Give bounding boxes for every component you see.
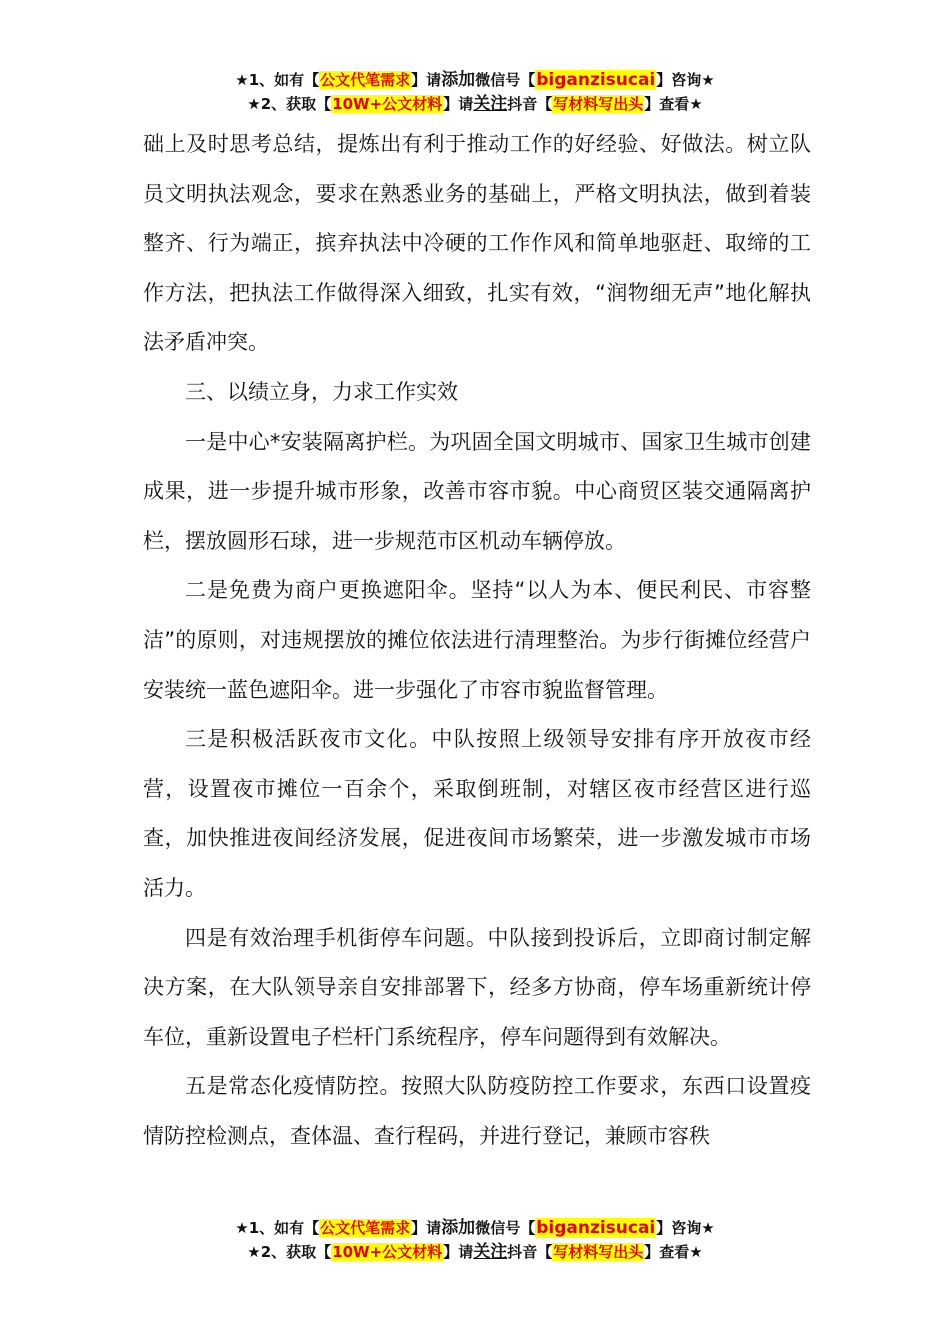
banner-text: 】请 [443, 95, 474, 113]
banner-text: ★2、获取【 [247, 95, 332, 113]
banner-text: 微信号【 [475, 1219, 536, 1237]
footer-banner [0, 1216, 950, 1264]
banner-emphasis: 添加 [441, 1218, 476, 1238]
highlight-wechat-id: biganzisucai [536, 70, 656, 90]
paragraph-item-5: 五是常态化疫情防控。按照大队防疫防控工作要求，东西口设置疫情防控检测点，查体温、查行程码，并进行登记，兼顾市容秩 [143, 1074, 811, 1148]
banner-line-1 [0, 68, 950, 92]
document-body [143, 120, 811, 1161]
highlight-materials: 10W+公文材料 [332, 95, 443, 113]
banner-text: 】查看★ [644, 95, 703, 113]
banner-text: 】咨询★ [656, 1219, 715, 1237]
paragraph-item-1: 一是中心*安装隔离护栏。为巩固全国文明城市、国家卫生城市创建成果，进一步提升城市形象，改善市容市貌。中心商贸区装交通隔离护栏，摆放圆形石球，进一步规范市区机动车辆停放。 [143, 429, 811, 553]
banner-text: 】请 [443, 1243, 474, 1261]
highlight-douyin: 写材料写出头 [553, 95, 644, 113]
banner-text: 抖音【 [507, 95, 553, 113]
banner-emphasis: 关注 [473, 1242, 508, 1262]
highlight-wechat-id: biganzisucai [536, 1218, 656, 1238]
banner-emphasis: 添加 [441, 70, 476, 90]
banner-emphasis: 关注 [473, 94, 508, 114]
banner-line-1 [0, 1216, 950, 1240]
banner-line-2 [0, 1240, 950, 1264]
section-heading: 三、以绩立身，力求工作实效 [185, 379, 458, 404]
paragraph-item-3: 三是积极活跃夜市文化。中队按照上级领导安排有序开放夜市经营，设置夜市摊位一百余个，采取倒班制，对辖区夜市经营区进行巡查，加快推进夜间经济发展，促进夜间市场繁荣，进一步激发城市市场活力。 [143, 727, 811, 900]
banner-text: ★2、获取【 [247, 1243, 332, 1261]
paragraph-item-2: 二是免费为商户更换遮阳伞。坚持“以人为本、便民利民、市容整洁”的原则，对违规摆放的摊位依法进行清理整治。为步行街摊位经营户安装统一蓝色遮阳伞。进一步强化了市容市貌监督管理。 [143, 578, 811, 702]
banner-text: 微信号【 [475, 71, 536, 89]
banner-text: ★1、如有【 [235, 71, 320, 89]
highlight-douyin: 写材料写出头 [553, 1243, 644, 1261]
banner-text: 】查看★ [644, 1243, 703, 1261]
header-banner [0, 68, 950, 116]
banner-line-2 [0, 92, 950, 116]
paragraph-item-4: 四是有效治理手机街停车问题。中队接到投诉后，立即商讨制定解决方案，在大队领导亲自安排部署下，经多方协商，停车场重新统计停车位，重新设置电子栏杆门系统程序，停车问题得到有效解决。 [143, 925, 811, 1049]
highlight-service: 公文代笔需求 [320, 1219, 411, 1237]
paragraph-continuation: 础上及时思考总结，提炼出有利于推动工作的好经验、好做法。树立队员文明执法观念，要求在熟悉业务的基础上，严格文明执法，做到着装整齐、行为端正，摈弃执法中冷硬的工作作风和简单地驱赶、取缔的工作方法，把执法工作做得深入细致，扎实有效，“润物细无声”地化解执法矛盾冲突。 [143, 132, 811, 355]
banner-text: 】请 [411, 1219, 442, 1237]
highlight-materials: 10W+公文材料 [332, 1243, 443, 1261]
banner-text: 抖音【 [507, 1243, 553, 1261]
banner-text: ★1、如有【 [235, 1219, 320, 1237]
banner-text: 】请 [411, 71, 442, 89]
banner-text: 】咨询★ [656, 71, 715, 89]
highlight-service: 公文代笔需求 [320, 71, 411, 89]
